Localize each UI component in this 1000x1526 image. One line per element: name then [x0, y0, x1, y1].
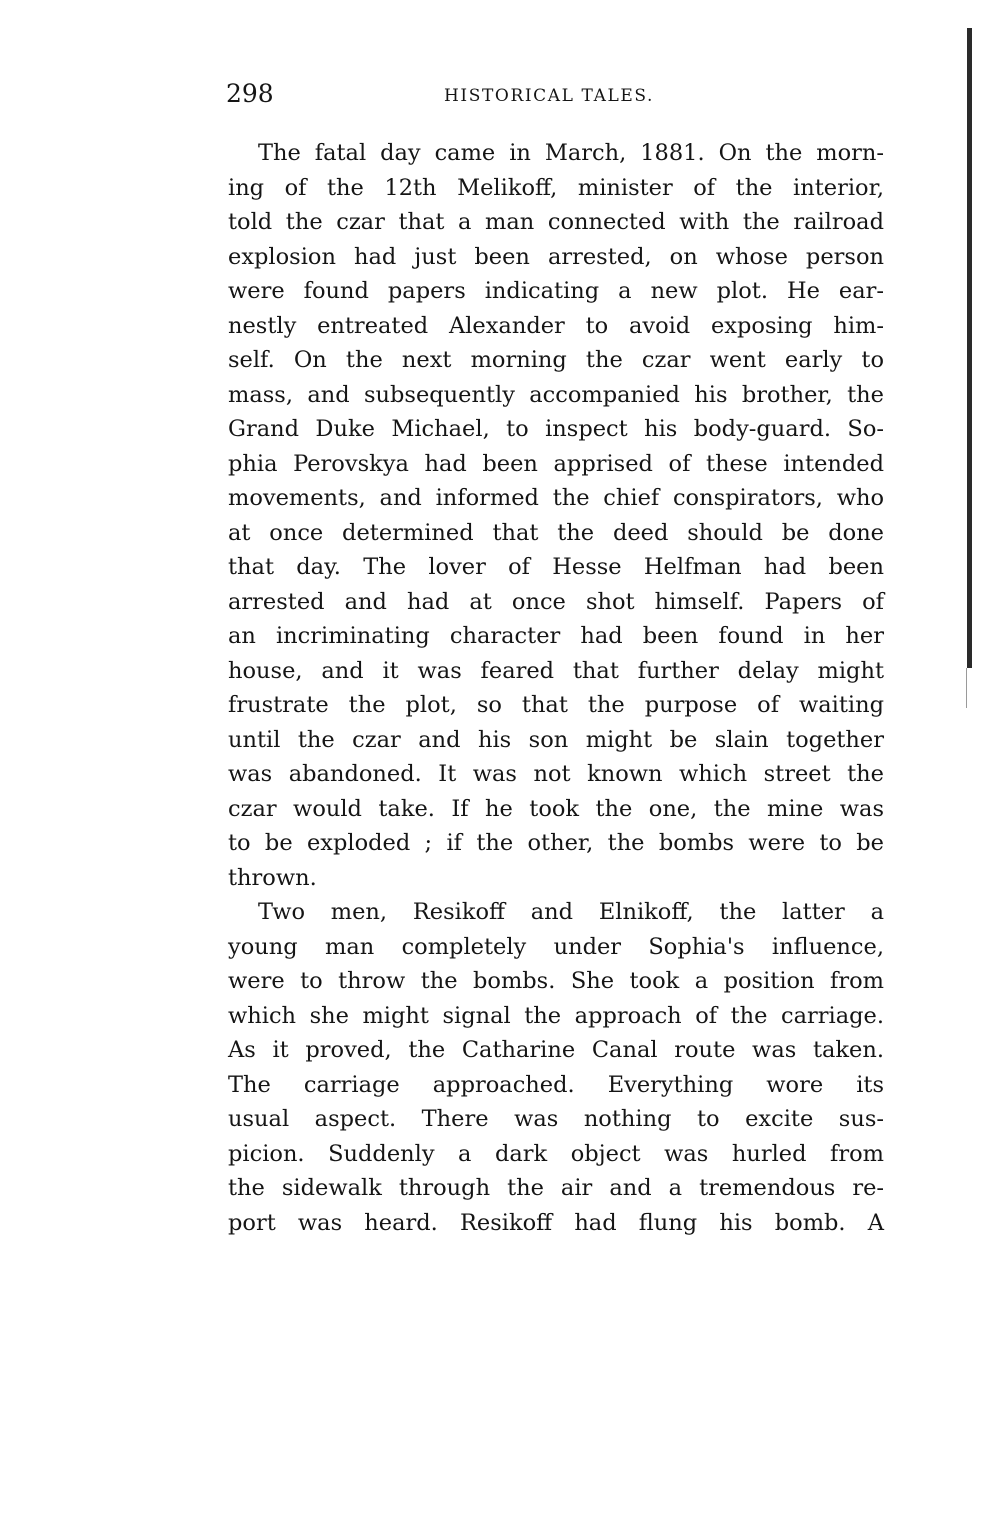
text-line: usual aspect. There was nothing to excite sus- — [228, 1106, 884, 1132]
text-line: were to throw the bombs. She took a position from — [228, 968, 884, 994]
text-line: nestly entreated Alexander to avoid exposing him- — [228, 312, 884, 339]
text-line: told the czar that a man connected with the railroad — [228, 209, 884, 235]
page-header — [226, 78, 886, 114]
text-line: until the czar and his son might be slain together — [228, 726, 884, 753]
text-line: thrown. — [228, 864, 317, 891]
text-line: The carriage approached. Everything wore its — [228, 1071, 884, 1098]
text-line: ing of the 12th Melikoff, minister of the interior, — [228, 174, 884, 201]
page-edge-shadow-thin — [966, 668, 967, 708]
text-line: an incriminating character had been found in her — [228, 623, 884, 649]
body-text — [228, 136, 884, 1240]
text-line: port was heard. Resikoff had flung his bomb. A — [228, 1209, 884, 1236]
text-line: The fatal day came in March, 1881. On the morn- — [258, 140, 884, 166]
text-line: were found papers indicating a new plot. He ear- — [228, 278, 884, 304]
text-line: explosion had just been arrested, on whose person — [228, 243, 884, 270]
text-line: at once determined that the deed should be done — [228, 519, 884, 546]
text-line: house, and it was feared that further delay might — [228, 657, 884, 684]
text-line: frustrate the plot, so that the purpose of waiting — [228, 692, 884, 718]
page-edge-shadow — [967, 28, 972, 668]
text-line: Grand Duke Michael, to inspect his body-guard. So- — [228, 416, 884, 442]
text-line: was abandoned. It was not known which street the — [228, 761, 884, 787]
text-line: picion. Suddenly a dark object was hurled from — [228, 1140, 884, 1167]
text-line: which she might signal the approach of the carriage. — [228, 1002, 884, 1029]
text-line: movements, and informed the chief conspirators, who — [228, 485, 884, 511]
text-line: that day. The lover of Hesse Helfman had been — [228, 554, 884, 580]
text-line: arrested and had at once shot himself. Papers of — [228, 588, 884, 615]
text-line: As it proved, the Catharine Canal route was taken. — [228, 1037, 884, 1063]
running-title: HISTORICAL TALES. — [444, 86, 654, 106]
text-line: mass, and subsequently accompanied his brother, the — [228, 381, 884, 408]
text-line: self. On the next morning the czar went early to — [228, 347, 884, 373]
text-line: phia Perovskya had been apprised of these intended — [228, 450, 884, 477]
text-line: Two men, Resikoff and Elnikoff, the latter a — [258, 899, 884, 925]
text-line: to be exploded ; if the other, the bombs were to be — [228, 830, 884, 856]
text-line: the sidewalk through the air and a tremendous re- — [228, 1175, 884, 1201]
page-number: 298 — [226, 79, 274, 108]
text-line: czar would take. If he took the one, the mine was — [228, 795, 884, 822]
text-line: young man completely under Sophia's influence, — [228, 933, 884, 960]
